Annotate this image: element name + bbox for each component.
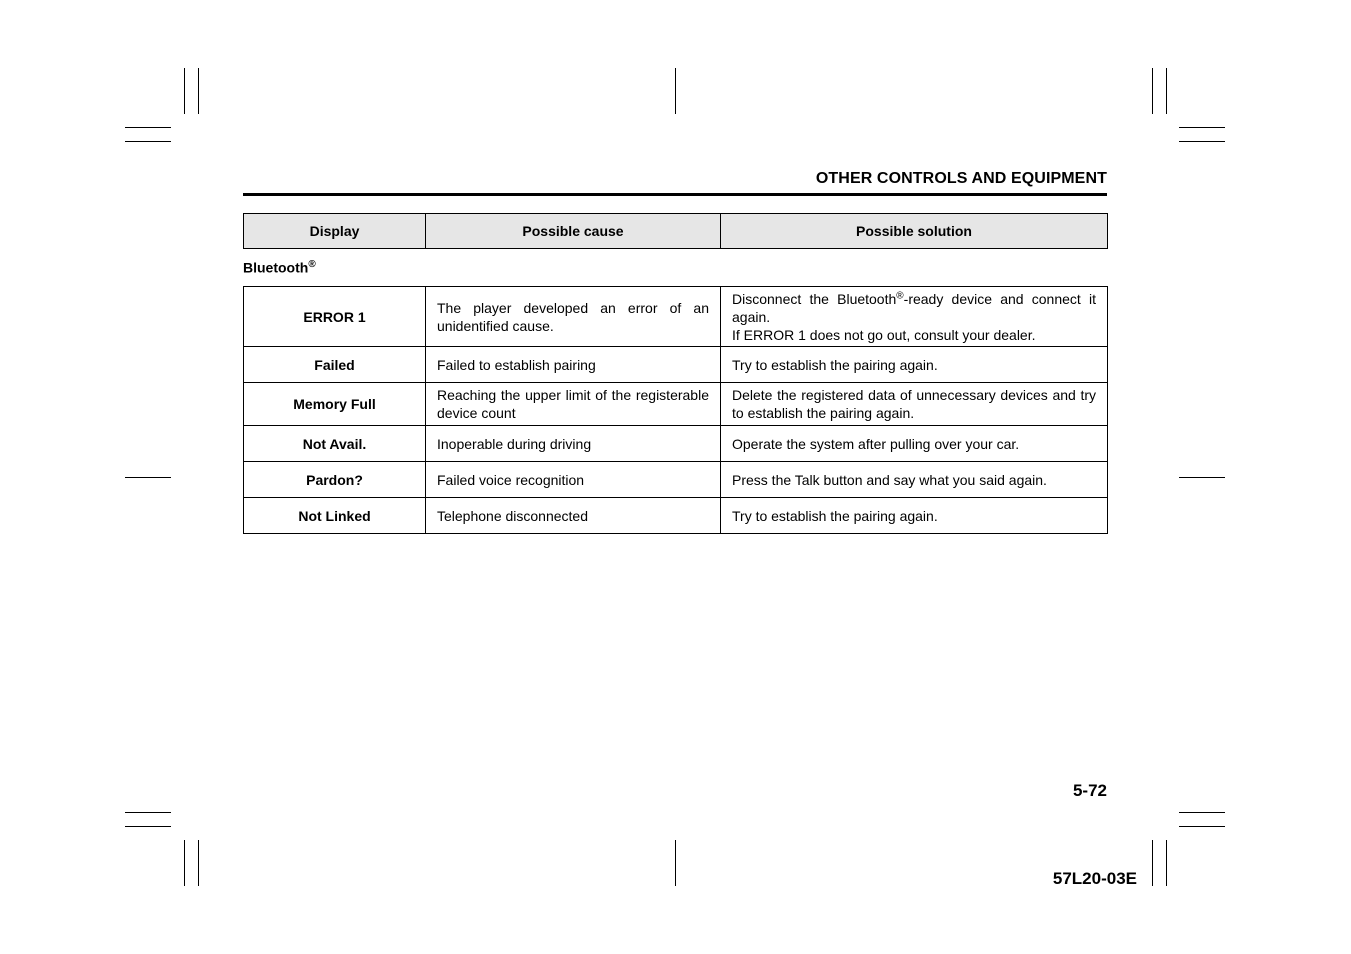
crop-mark bbox=[125, 141, 171, 142]
solution-text: Disconnect the Bluetooth bbox=[732, 290, 897, 307]
table-row bbox=[244, 426, 1108, 462]
solution-text: If ERROR 1 does not go out, consult your dealer. bbox=[732, 326, 1036, 343]
solution-cell: Try to establish the pairing again. bbox=[721, 498, 1108, 534]
column-header-cause: Possible cause bbox=[426, 214, 721, 249]
crop-mark bbox=[675, 840, 676, 886]
crop-mark bbox=[198, 68, 199, 114]
display-cell: Not Avail. bbox=[244, 426, 426, 462]
crop-mark bbox=[1166, 840, 1167, 886]
table-row bbox=[244, 498, 1108, 534]
crop-mark bbox=[184, 840, 185, 886]
crop-mark bbox=[125, 477, 171, 478]
solution-cell: Operate the system after pulling over your car. bbox=[721, 426, 1108, 462]
table-row bbox=[244, 287, 1108, 347]
crop-mark bbox=[1179, 826, 1225, 827]
registered-mark: ® bbox=[308, 259, 316, 270]
cause-cell: Failed to establish pairing bbox=[426, 347, 721, 383]
crop-mark bbox=[198, 840, 199, 886]
page-number: 5-72 bbox=[1072, 781, 1107, 800]
display-cell: ERROR 1 bbox=[244, 287, 426, 347]
solution-text: -ready device and connect it again. bbox=[732, 290, 1096, 325]
crop-mark bbox=[1179, 141, 1225, 142]
table-row bbox=[244, 347, 1108, 383]
solution-cell: Press the Talk button and say what you said again. bbox=[721, 462, 1108, 498]
crop-mark bbox=[125, 826, 171, 827]
crop-mark bbox=[125, 812, 171, 813]
troubleshooting-table bbox=[243, 286, 1108, 534]
cause-cell: Failed voice recognition bbox=[426, 462, 721, 498]
cause-cell: Telephone disconnected bbox=[426, 498, 721, 534]
solution-cell: Try to establish the pairing again. bbox=[721, 347, 1108, 383]
registered-mark: ® bbox=[896, 289, 904, 301]
column-header-solution: Possible solution bbox=[721, 214, 1108, 249]
crop-mark bbox=[1179, 127, 1225, 128]
crop-mark bbox=[1152, 68, 1153, 114]
column-header-display: Display bbox=[244, 214, 426, 249]
crop-mark bbox=[1166, 68, 1167, 114]
cause-cell: Reaching the upper limit of the registerable device count bbox=[426, 383, 721, 426]
table-header bbox=[243, 213, 1108, 249]
crop-mark bbox=[184, 68, 185, 114]
solution-cell bbox=[721, 287, 1108, 347]
crop-mark bbox=[1179, 477, 1225, 478]
crop-mark bbox=[1152, 840, 1153, 886]
table-row bbox=[244, 383, 1108, 426]
crop-mark bbox=[1179, 812, 1225, 813]
display-cell: Not Linked bbox=[244, 498, 426, 534]
section-label-text: Bluetooth bbox=[243, 259, 309, 276]
header-rule bbox=[243, 193, 1107, 196]
section-header-title: OTHER CONTROLS AND EQUIPMENT bbox=[815, 170, 1107, 187]
crop-mark bbox=[675, 68, 676, 114]
solution-cell: Delete the registered data of unnecessary devices and try to establish the pairing again. bbox=[721, 383, 1108, 426]
table-row bbox=[244, 462, 1108, 498]
cause-cell: The player developed an error of an unidentified cause. bbox=[426, 287, 721, 347]
section-label bbox=[243, 259, 316, 276]
cause-cell: Inoperable during driving bbox=[426, 426, 721, 462]
display-cell: Failed bbox=[244, 347, 426, 383]
display-cell: Memory Full bbox=[244, 383, 426, 426]
document-code: 57L20-03E bbox=[1052, 869, 1137, 888]
crop-mark bbox=[125, 127, 171, 128]
display-cell: Pardon? bbox=[244, 462, 426, 498]
header-row bbox=[244, 214, 1108, 249]
